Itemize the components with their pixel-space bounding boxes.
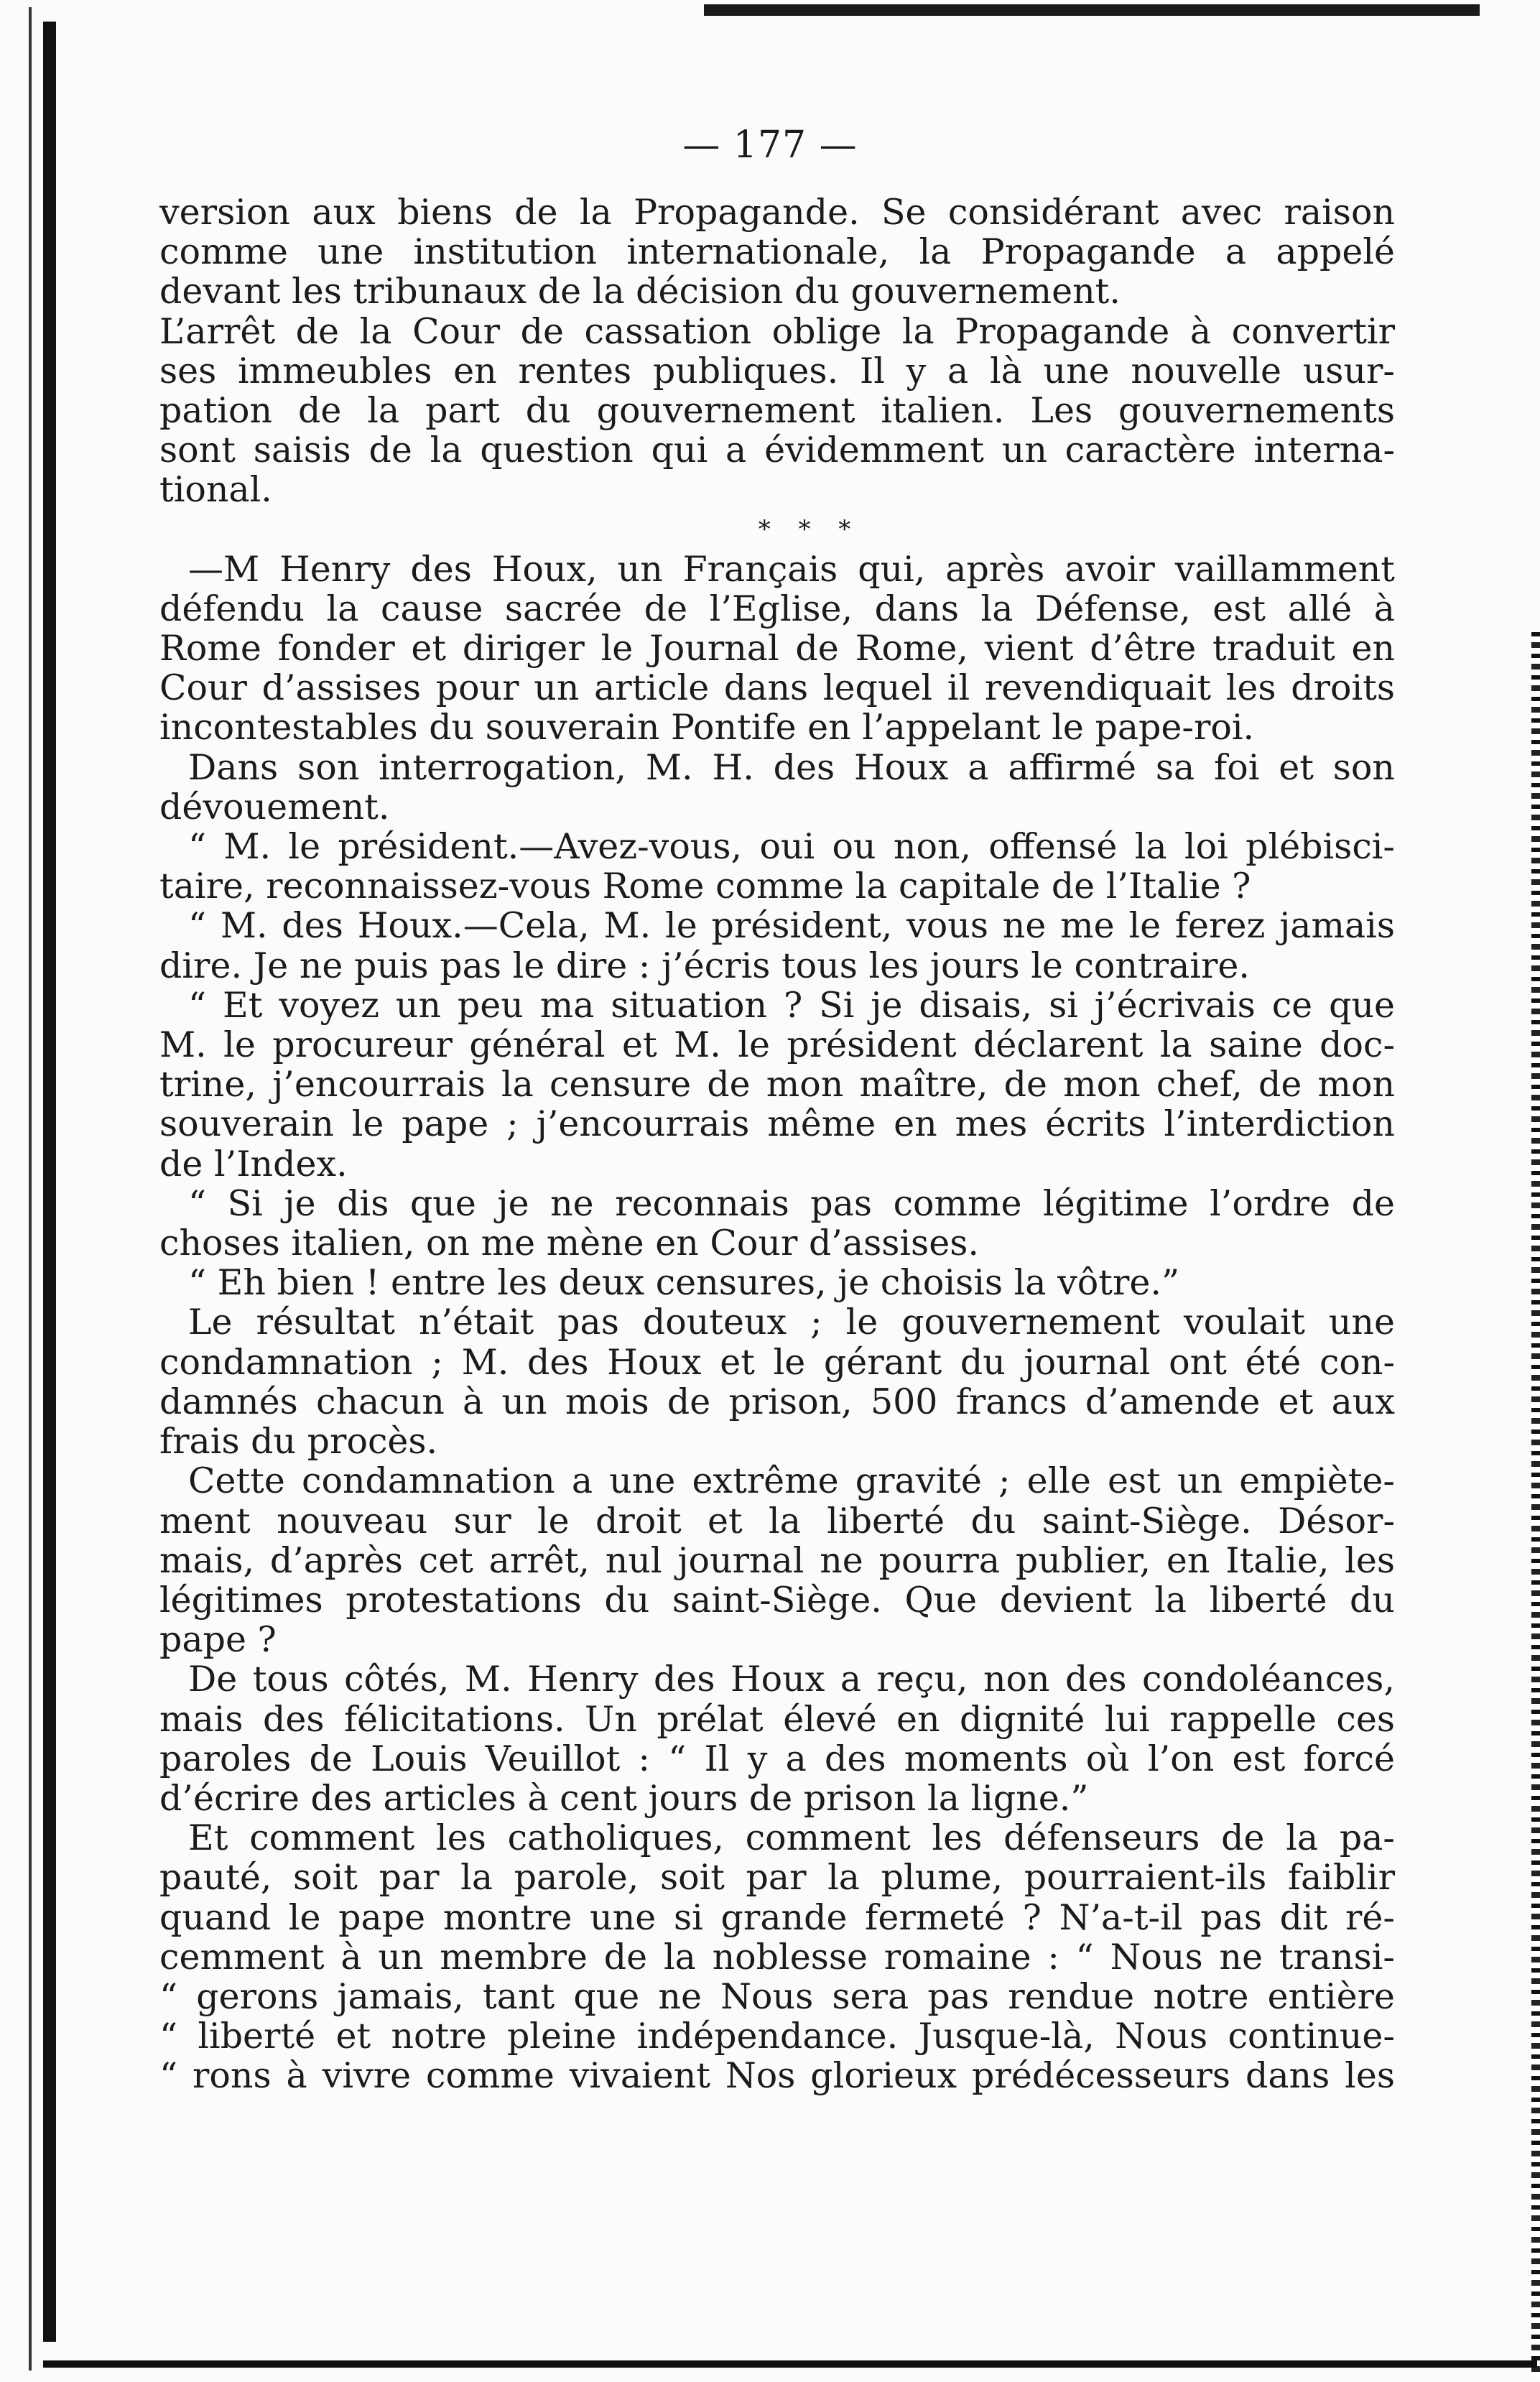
text-line: cemment à un membre de la noblesse romaine : “ Nous ne transi-: [159, 1936, 1395, 1978]
text-line: ses immeubles en rentes publiques. Il y a là une nouvelle usur-: [159, 350, 1395, 391]
text-line: de l’Index.: [159, 1143, 348, 1185]
text-line: quand le pape montre une si grande fermeté ? N’a-t-il pas dit ré-: [159, 1896, 1395, 1938]
page-number: — 177 —: [682, 124, 858, 167]
text-line: damnés chacun à un mois de prison, 500 francs d’amende et aux: [159, 1381, 1395, 1422]
text-line: mais des félicitations. Un prélat élevé en dignité lui rappelle ces: [159, 1698, 1395, 1740]
text-line: défendu la cause sacrée de l’Eglise, dans la Défense, est allé à: [159, 588, 1395, 629]
text-line: “ Si je dis que je ne reconnais pas comme légitime l’ordre de: [188, 1182, 1395, 1224]
text-line: Rome fonder et diriger le Journal de Rome, vient d’être traduit en: [159, 628, 1395, 669]
text-line: frais du procès.: [159, 1421, 438, 1463]
right-scan-edge: [1531, 632, 1540, 2378]
text-line: “ M. des Houx.—Cela, M. le président, vous ne me le ferez jamais: [188, 905, 1395, 947]
text-line: sont saisis de la question qui a évidemment un caractère interna-: [159, 430, 1395, 471]
bottom-scan-edge: [43, 2360, 1537, 2368]
text-line: “ gerons jamais, tant que ne Nous sera pas rendue notre entière: [159, 1975, 1395, 2017]
text-line: “ Eh bien ! entre les deux censures, je choisis la vôtre.”: [188, 1262, 1180, 1304]
text-line: M. le procureur général et M. le président déclarent la saine doc-: [159, 1024, 1395, 1066]
text-line: tional.: [159, 469, 272, 511]
text-line: mais, d’après cet arrêt, nul journal ne pourra publier, en Italie, les: [159, 1539, 1395, 1581]
text-line: version aux biens de la Propagande. Se considérant avec raison: [159, 192, 1395, 233]
text-line: paroles de Louis Veuillot : “ Il y a des moments où l’on est forcé: [159, 1738, 1395, 1779]
text-line: souverain le pape ; j’encourrais même en mes écrits l’interdiction: [159, 1103, 1395, 1145]
text-line: “ liberté et notre pleine indépendance. Jusque-là, Nous continue-: [159, 2016, 1395, 2057]
text-line: pation de la part du gouvernement italien. Les gouvernements: [159, 390, 1395, 432]
text-line: trine, j’encourrais la censure de mon maître, de mon chef, de mon: [159, 1064, 1395, 1106]
text-line: incontestables du souverain Pontife en l’appelant le pape-roi.: [159, 707, 1255, 749]
text-line: Et comment les catholiques, comment les défenseurs de la pa-: [188, 1817, 1395, 1859]
text-line: —M Henry des Houx, un Français qui, après avoir vaillamment: [188, 548, 1395, 590]
text-line: pauté, soit par la parole, soit par la plume, pourraient-ils faiblir: [159, 1857, 1395, 1899]
text-line: L’arrêt de la Cour de cassation oblige la Propagande à convertir: [159, 310, 1395, 352]
text-line: condamnation ; M. des Houx et le gérant du journal ont été con-: [159, 1341, 1395, 1383]
text-line: “ M. le président.—Avez-vous, oui ou non, offensé la loi plébisci-: [188, 826, 1395, 868]
text-line: devant les tribunaux de la décision du gouvernement.: [159, 271, 1121, 312]
text-line: Le résultat n’était pas douteux ; le gouvernement voulait une: [188, 1302, 1395, 1343]
text-line: taire, reconnaissez-vous Rome comme la capitale de l’Italie ?: [159, 866, 1251, 907]
body-text: [159, 193, 1395, 2096]
binding-shadow: [29, 7, 32, 2371]
text-line: dire. Je ne puis pas le dire : j’écris tous les jours le contraire.: [159, 945, 1250, 986]
text-line: Dans son interrogation, M. H. des Houx a affirmé sa foi et son: [188, 746, 1395, 788]
text-line: Cette condamnation a une extrême gravité ; elle est un empiète-: [188, 1460, 1395, 1502]
text-line: légitimes protestations du saint-Siège. Que devient la liberté du: [159, 1579, 1395, 1621]
text-line: d’écrire des articles à cent jours de prison la ligne.”: [159, 1777, 1089, 1819]
binding-edge: [43, 22, 56, 2342]
text-line: choses italien, on me mène en Cour d’assises.: [159, 1223, 979, 1264]
text-line: Cour d’assises pour un article dans lequel il revendiquait les droits: [159, 667, 1395, 709]
text-line: comme une institution internationale, la Propagande a appelé: [159, 231, 1395, 273]
text-line: dévouement.: [159, 786, 390, 828]
text-line: “ Et voyez un peu ma situation ? Si je disais, si j’écrivais ce que: [188, 984, 1395, 1026]
top-scan-rule: [704, 4, 1480, 16]
section-separator: * * *: [758, 514, 861, 544]
text-line: pape ?: [159, 1619, 277, 1661]
text-line: De tous côtés, M. Henry des Houx a reçu, non des condoléances,: [188, 1659, 1395, 1700]
text-line: “ rons à vivre comme vivaient Nos glorieux prédécesseurs dans les: [159, 2055, 1395, 2097]
text-line: ment nouveau sur le droit et la liberté du saint-Siège. Désor-: [159, 1500, 1395, 1542]
